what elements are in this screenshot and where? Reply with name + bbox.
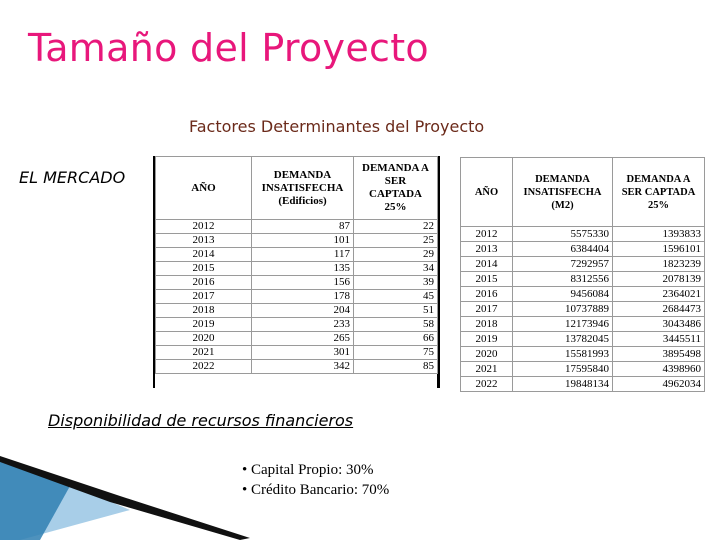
- header-unmet-demand: DEMANDA INSATISFECHA (Edificios): [252, 157, 354, 220]
- table-row: [156, 262, 438, 276]
- table-row: [156, 220, 438, 234]
- captured-demand-cell: 2684473: [613, 302, 705, 317]
- captured-demand-cell: 4962034: [613, 377, 705, 392]
- slide-subtitle: Factores Determinantes del Proyecto: [189, 117, 485, 136]
- year-cell: 2020: [461, 347, 513, 362]
- header-captured-demand: DEMANDA A SER CAPTADA 25%: [354, 157, 438, 220]
- unmet-demand-cell: 233: [252, 318, 354, 332]
- year-cell: 2019: [461, 332, 513, 347]
- unmet-demand-cell: 87: [252, 220, 354, 234]
- table-row: [461, 347, 705, 362]
- captured-demand-cell: 34: [354, 262, 438, 276]
- year-cell: 2015: [461, 272, 513, 287]
- finance-bullets: [242, 460, 389, 500]
- year-cell: 2022: [461, 377, 513, 392]
- header-unmet-demand: DEMANDA INSATISFECHA (M2): [513, 158, 613, 227]
- decorative-swoosh: [0, 440, 260, 540]
- buildings-table-body: [156, 220, 438, 374]
- unmet-demand-cell: 342: [252, 360, 354, 374]
- unmet-demand-cell: 135: [252, 262, 354, 276]
- year-cell: 2016: [156, 276, 252, 290]
- year-cell: 2017: [461, 302, 513, 317]
- slide-title: Tamaño del Proyecto: [28, 26, 429, 70]
- unmet-demand-cell: 101: [252, 234, 354, 248]
- year-cell: 2012: [156, 220, 252, 234]
- captured-demand-cell: 39: [354, 276, 438, 290]
- unmet-demand-cell: 6384404: [513, 242, 613, 257]
- year-cell: 2015: [156, 262, 252, 276]
- unmet-demand-cell: 204: [252, 304, 354, 318]
- table-row: [156, 360, 438, 374]
- captured-demand-cell: 2364021: [613, 287, 705, 302]
- table-row: [156, 318, 438, 332]
- table-row: [156, 248, 438, 262]
- year-cell: 2022: [156, 360, 252, 374]
- captured-demand-cell: 22: [354, 220, 438, 234]
- captured-demand-cell: 75: [354, 346, 438, 360]
- table-row: [461, 377, 705, 392]
- unmet-demand-cell: 17595840: [513, 362, 613, 377]
- unmet-demand-cell: 265: [252, 332, 354, 346]
- unmet-demand-cell: 12173946: [513, 317, 613, 332]
- unmet-demand-cell: 178: [252, 290, 354, 304]
- year-cell: 2019: [156, 318, 252, 332]
- unmet-demand-cell: 7292957: [513, 257, 613, 272]
- unmet-demand-cell: 156: [252, 276, 354, 290]
- captured-demand-cell: 25: [354, 234, 438, 248]
- table-row: [461, 242, 705, 257]
- finance-heading: Disponibilidad de recursos financieros: [48, 411, 354, 430]
- captured-demand-cell: 1596101: [613, 242, 705, 257]
- table-row: [156, 276, 438, 290]
- table-row: [156, 332, 438, 346]
- unmet-demand-cell: 19848134: [513, 377, 613, 392]
- table-row: [156, 304, 438, 318]
- year-cell: 2013: [461, 242, 513, 257]
- year-cell: 2013: [156, 234, 252, 248]
- header-year: AÑO: [156, 157, 252, 220]
- table-row: [461, 257, 705, 272]
- table-row: [461, 227, 705, 242]
- captured-demand-cell: 3043486: [613, 317, 705, 332]
- unmet-demand-cell: 8312556: [513, 272, 613, 287]
- captured-demand-cell: 29: [354, 248, 438, 262]
- unmet-demand-cell: 117: [252, 248, 354, 262]
- table-row: [156, 346, 438, 360]
- table-row: [156, 234, 438, 248]
- unmet-demand-cell: 15581993: [513, 347, 613, 362]
- table-row: [156, 290, 438, 304]
- captured-demand-cell: 1823239: [613, 257, 705, 272]
- unmet-demand-cell: 9456084: [513, 287, 613, 302]
- year-cell: 2012: [461, 227, 513, 242]
- table-row: [461, 302, 705, 317]
- unmet-demand-cell: 5575330: [513, 227, 613, 242]
- captured-demand-cell: 1393833: [613, 227, 705, 242]
- table-row: [461, 317, 705, 332]
- captured-demand-cell: 58: [354, 318, 438, 332]
- buildings-demand-table: [155, 156, 438, 374]
- year-cell: 2020: [156, 332, 252, 346]
- table-row: [461, 287, 705, 302]
- unmet-demand-cell: 10737889: [513, 302, 613, 317]
- area-demand-table: [460, 157, 705, 392]
- area-table-body: [461, 227, 705, 392]
- year-cell: 2016: [461, 287, 513, 302]
- year-cell: 2021: [156, 346, 252, 360]
- captured-demand-cell: 4398960: [613, 362, 705, 377]
- year-cell: 2018: [156, 304, 252, 318]
- header-captured-demand: DEMANDA A SER CAPTADA 25%: [613, 158, 705, 227]
- captured-demand-cell: 3445511: [613, 332, 705, 347]
- market-label: EL MERCADO: [19, 168, 126, 187]
- table-row: [461, 272, 705, 287]
- year-cell: 2021: [461, 362, 513, 377]
- bullet-item: • Crédito Bancario: 70%: [242, 482, 390, 498]
- table-row: [461, 332, 705, 347]
- header-year: AÑO: [461, 158, 513, 227]
- year-cell: 2014: [156, 248, 252, 262]
- year-cell: 2017: [156, 290, 252, 304]
- unmet-demand-cell: 301: [252, 346, 354, 360]
- unmet-demand-cell: 13782045: [513, 332, 613, 347]
- captured-demand-cell: 45: [354, 290, 438, 304]
- table-row: [461, 362, 705, 377]
- captured-demand-cell: 3895498: [613, 347, 705, 362]
- year-cell: 2018: [461, 317, 513, 332]
- captured-demand-cell: 66: [354, 332, 438, 346]
- captured-demand-cell: 85: [354, 360, 438, 374]
- year-cell: 2014: [461, 257, 513, 272]
- captured-demand-cell: 51: [354, 304, 438, 318]
- bullet-item: • Capital Propio: 30%: [242, 462, 374, 478]
- captured-demand-cell: 2078139: [613, 272, 705, 287]
